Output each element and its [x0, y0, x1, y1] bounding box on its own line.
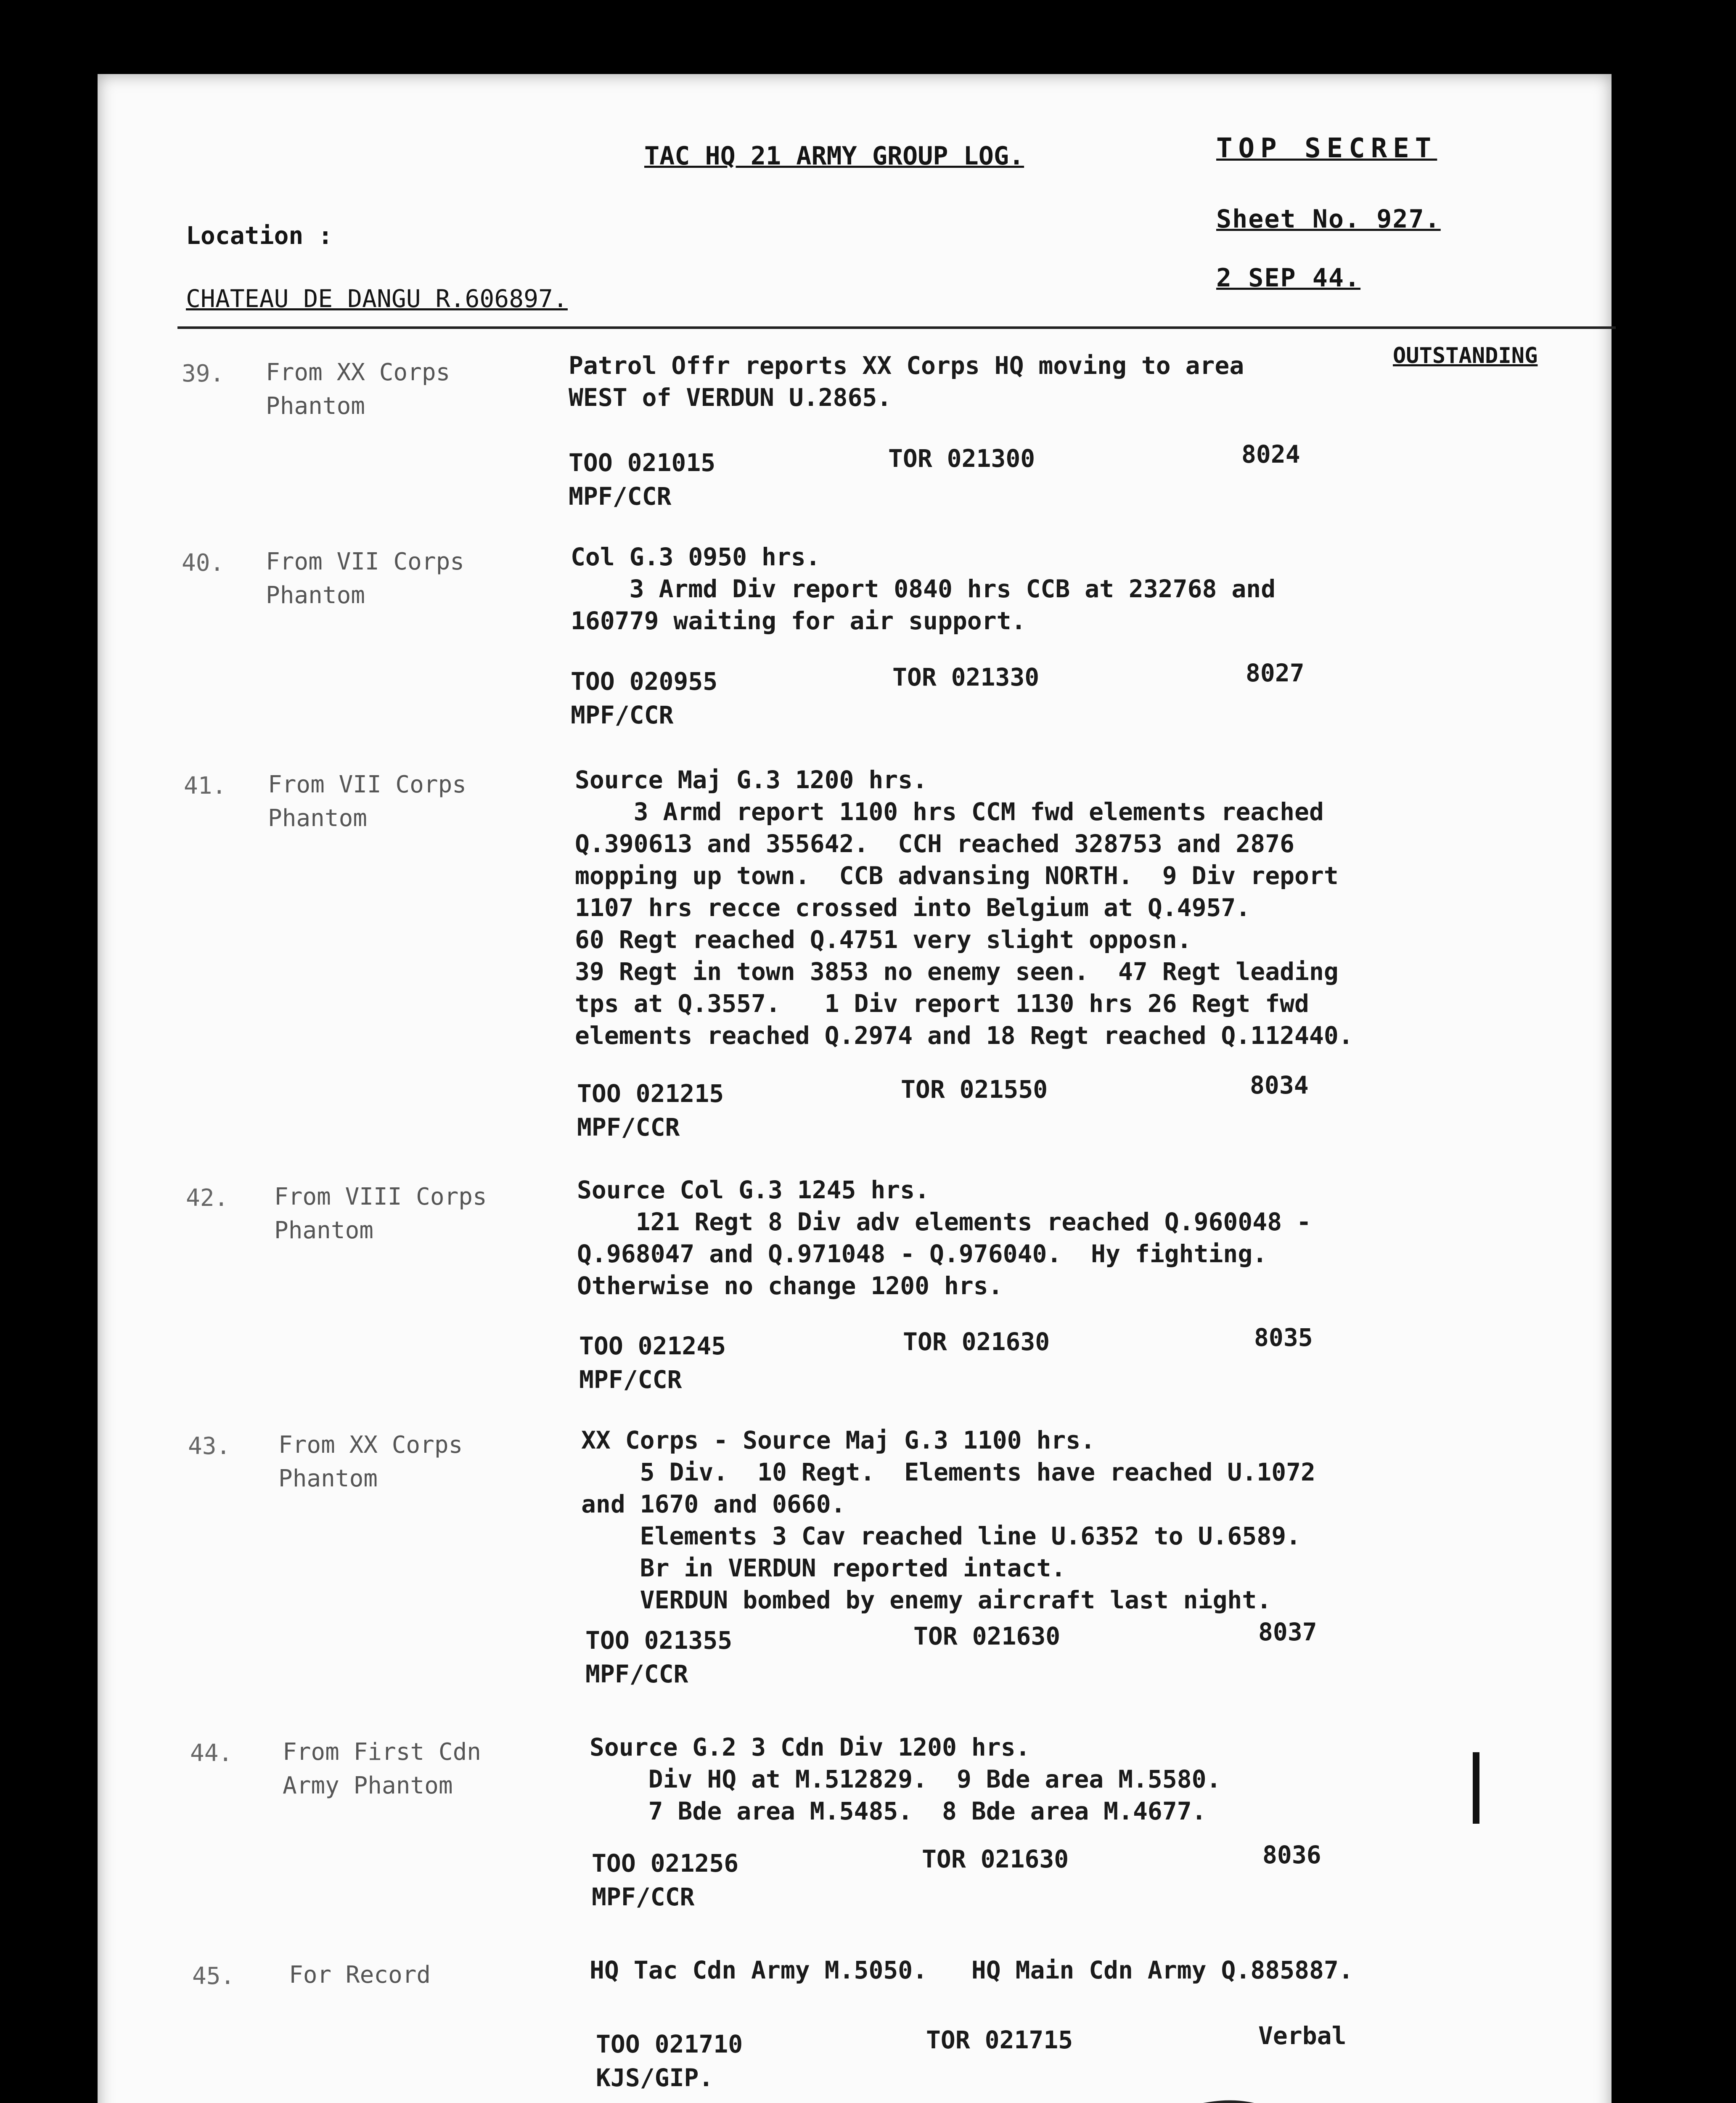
- entry-from-line: Army Phantom: [283, 1772, 453, 1799]
- entry-serial: 8035: [1254, 1323, 1313, 1352]
- entry-tor: TOR 021330: [892, 663, 1040, 691]
- entry-too: TOO 021256: [592, 1849, 739, 1878]
- entry-from: [268, 768, 466, 835]
- entry-tor: TOR 021630: [903, 1327, 1050, 1356]
- entry-tor: TOR 021550: [901, 1075, 1048, 1104]
- entry-message: Patrol Offr reports XX Corps HQ moving to area WEST of VERDUN U.2865.: [569, 351, 1244, 412]
- entry-from-line: From XX Corps: [266, 359, 450, 386]
- entry-from: [274, 1180, 487, 1247]
- entry-ref: MPF/CCR: [585, 1660, 688, 1688]
- document-sheet: [98, 74, 1612, 2103]
- entry-serial: 8027: [1246, 659, 1305, 687]
- log-title: TAC HQ 21 ARMY GROUP LOG.: [644, 141, 1024, 171]
- entry-ref: MPF/CCR: [571, 701, 674, 729]
- entry-from-line: Phantom: [266, 392, 365, 420]
- entry-tor: TOR 021300: [888, 444, 1035, 473]
- entry-from-line: From VII Corps: [266, 548, 465, 575]
- entry-serial: 8037: [1258, 1618, 1317, 1646]
- entry-number: 42.: [186, 1184, 229, 1212]
- receipt-stamp: [1114, 2089, 1323, 2103]
- entry-message: HQ Tac Cdn Army M.5050. HQ Main Cdn Army Q.885887.: [590, 1956, 1353, 1984]
- entry-ref: MPF/CCR: [569, 482, 672, 511]
- entry-number: 41.: [184, 772, 227, 800]
- entry-from: [283, 1735, 481, 1803]
- entry-from-line: Phantom: [278, 1465, 378, 1492]
- entry-too: TOO 020955: [571, 667, 718, 696]
- entry-tor: TOR 021630: [913, 1622, 1061, 1650]
- entry-message: Source Maj G.3 1200 hrs. 3 Armd report 1100 hrs CCM fwd elements reached Q.390613 and 355642. CCH reached 328753 and 2876 mopping up town. CCB advansing NORTH. 9 Div report 1107 hrs recce crossed into Belgium at Q.4957. 60 Regt reached Q.4751 very slight opposn. 39 Regt in town 3853 no enemy seen. 47 Regt leading tps at Q.3557. 1 Div report 1130 hrs 26 Regt fwd elements reached Q.2974 and 18 Regt reached Q.112440.: [575, 765, 1353, 1050]
- entry-number: 40.: [182, 549, 225, 577]
- log-date: 2 SEP 44.: [1216, 263, 1361, 293]
- entry-from-line: For Record: [289, 1961, 431, 1989]
- margin-mark: [1473, 1752, 1479, 1824]
- entry-from: [278, 1428, 463, 1496]
- entry-too: TOO 021245: [579, 1332, 726, 1360]
- entry-from: [266, 545, 464, 612]
- classification-label: TOP SECRET: [1216, 133, 1437, 164]
- entry-too: TOO 021015: [569, 448, 716, 477]
- entry-from-line: Phantom: [274, 1217, 374, 1244]
- header-divider: [177, 326, 1616, 329]
- sheet-number: Sheet No. 927.: [1216, 204, 1441, 234]
- entry-from: [266, 356, 450, 423]
- entry-message: Source Col G.3 1245 hrs. 121 Regt 8 Div adv elements reached Q.960048 - Q.968047 and Q.971048 - Q.976040. Hy fighting. Otherwise no change 1200 hrs.: [577, 1176, 1311, 1300]
- entry-from-line: Phantom: [266, 582, 365, 609]
- entry-from-line: From VIII Corps: [274, 1183, 487, 1210]
- entry-number: 45.: [192, 1963, 235, 1990]
- entry-from-line: From XX Corps: [278, 1431, 463, 1459]
- entry-from: [289, 1958, 431, 1992]
- entry-tor: TOR 021630: [922, 1845, 1069, 1873]
- entry-number: 43.: [188, 1433, 231, 1460]
- entry-ref: KJS/GIP.: [596, 2063, 714, 2092]
- entry-message: Source G.2 3 Cdn Div 1200 hrs. Div HQ at M.512829. 9 Bde area M.5580. 7 Bde area M.5485. 8 Bde area M.4677.: [590, 1733, 1221, 1825]
- entry-from-line: From VII Corps: [268, 771, 467, 798]
- entry-serial: Verbal: [1258, 2021, 1347, 2050]
- entry-from-line: Phantom: [268, 805, 368, 832]
- entry-serial: 8024: [1241, 440, 1300, 469]
- location-value: CHATEAU DE DANGU R.606897.: [186, 284, 568, 313]
- outstanding-heading: OUTSTANDING: [1393, 343, 1538, 368]
- entry-number: 39.: [182, 360, 225, 387]
- entry-too: TOO 021215: [577, 1079, 724, 1108]
- entry-number: 44.: [190, 1740, 233, 1767]
- entry-too: TOO 021355: [585, 1626, 733, 1655]
- entry-ref: MPF/CCR: [592, 1883, 695, 1911]
- entry-message: XX Corps - Source Maj G.3 1100 hrs. 5 Div. 10 Regt. Elements have reached U.1072 and 1670 and 0660. Elements 3 Cav reached line U.6352 to U.6589. Br in VERDUN reported intact. VERDUN bombed by enemy aircraft last night.: [581, 1426, 1315, 1614]
- entry-serial: 8034: [1250, 1071, 1309, 1099]
- entry-from-line: From First Cdn: [283, 1738, 482, 1766]
- entry-serial: 8036: [1262, 1841, 1321, 1869]
- entry-ref: MPF/CCR: [579, 1365, 682, 1394]
- entry-message: Col G.3 0950 hrs. 3 Armd Div report 0840 hrs CCB at 232768 and 160779 waiting for air support.: [571, 543, 1276, 635]
- entry-too: TOO 021710: [596, 2030, 743, 2058]
- entry-tor: TOR 021715: [926, 2026, 1073, 2054]
- entry-ref: MPF/CCR: [577, 1113, 680, 1142]
- location-label: Location :: [186, 221, 333, 250]
